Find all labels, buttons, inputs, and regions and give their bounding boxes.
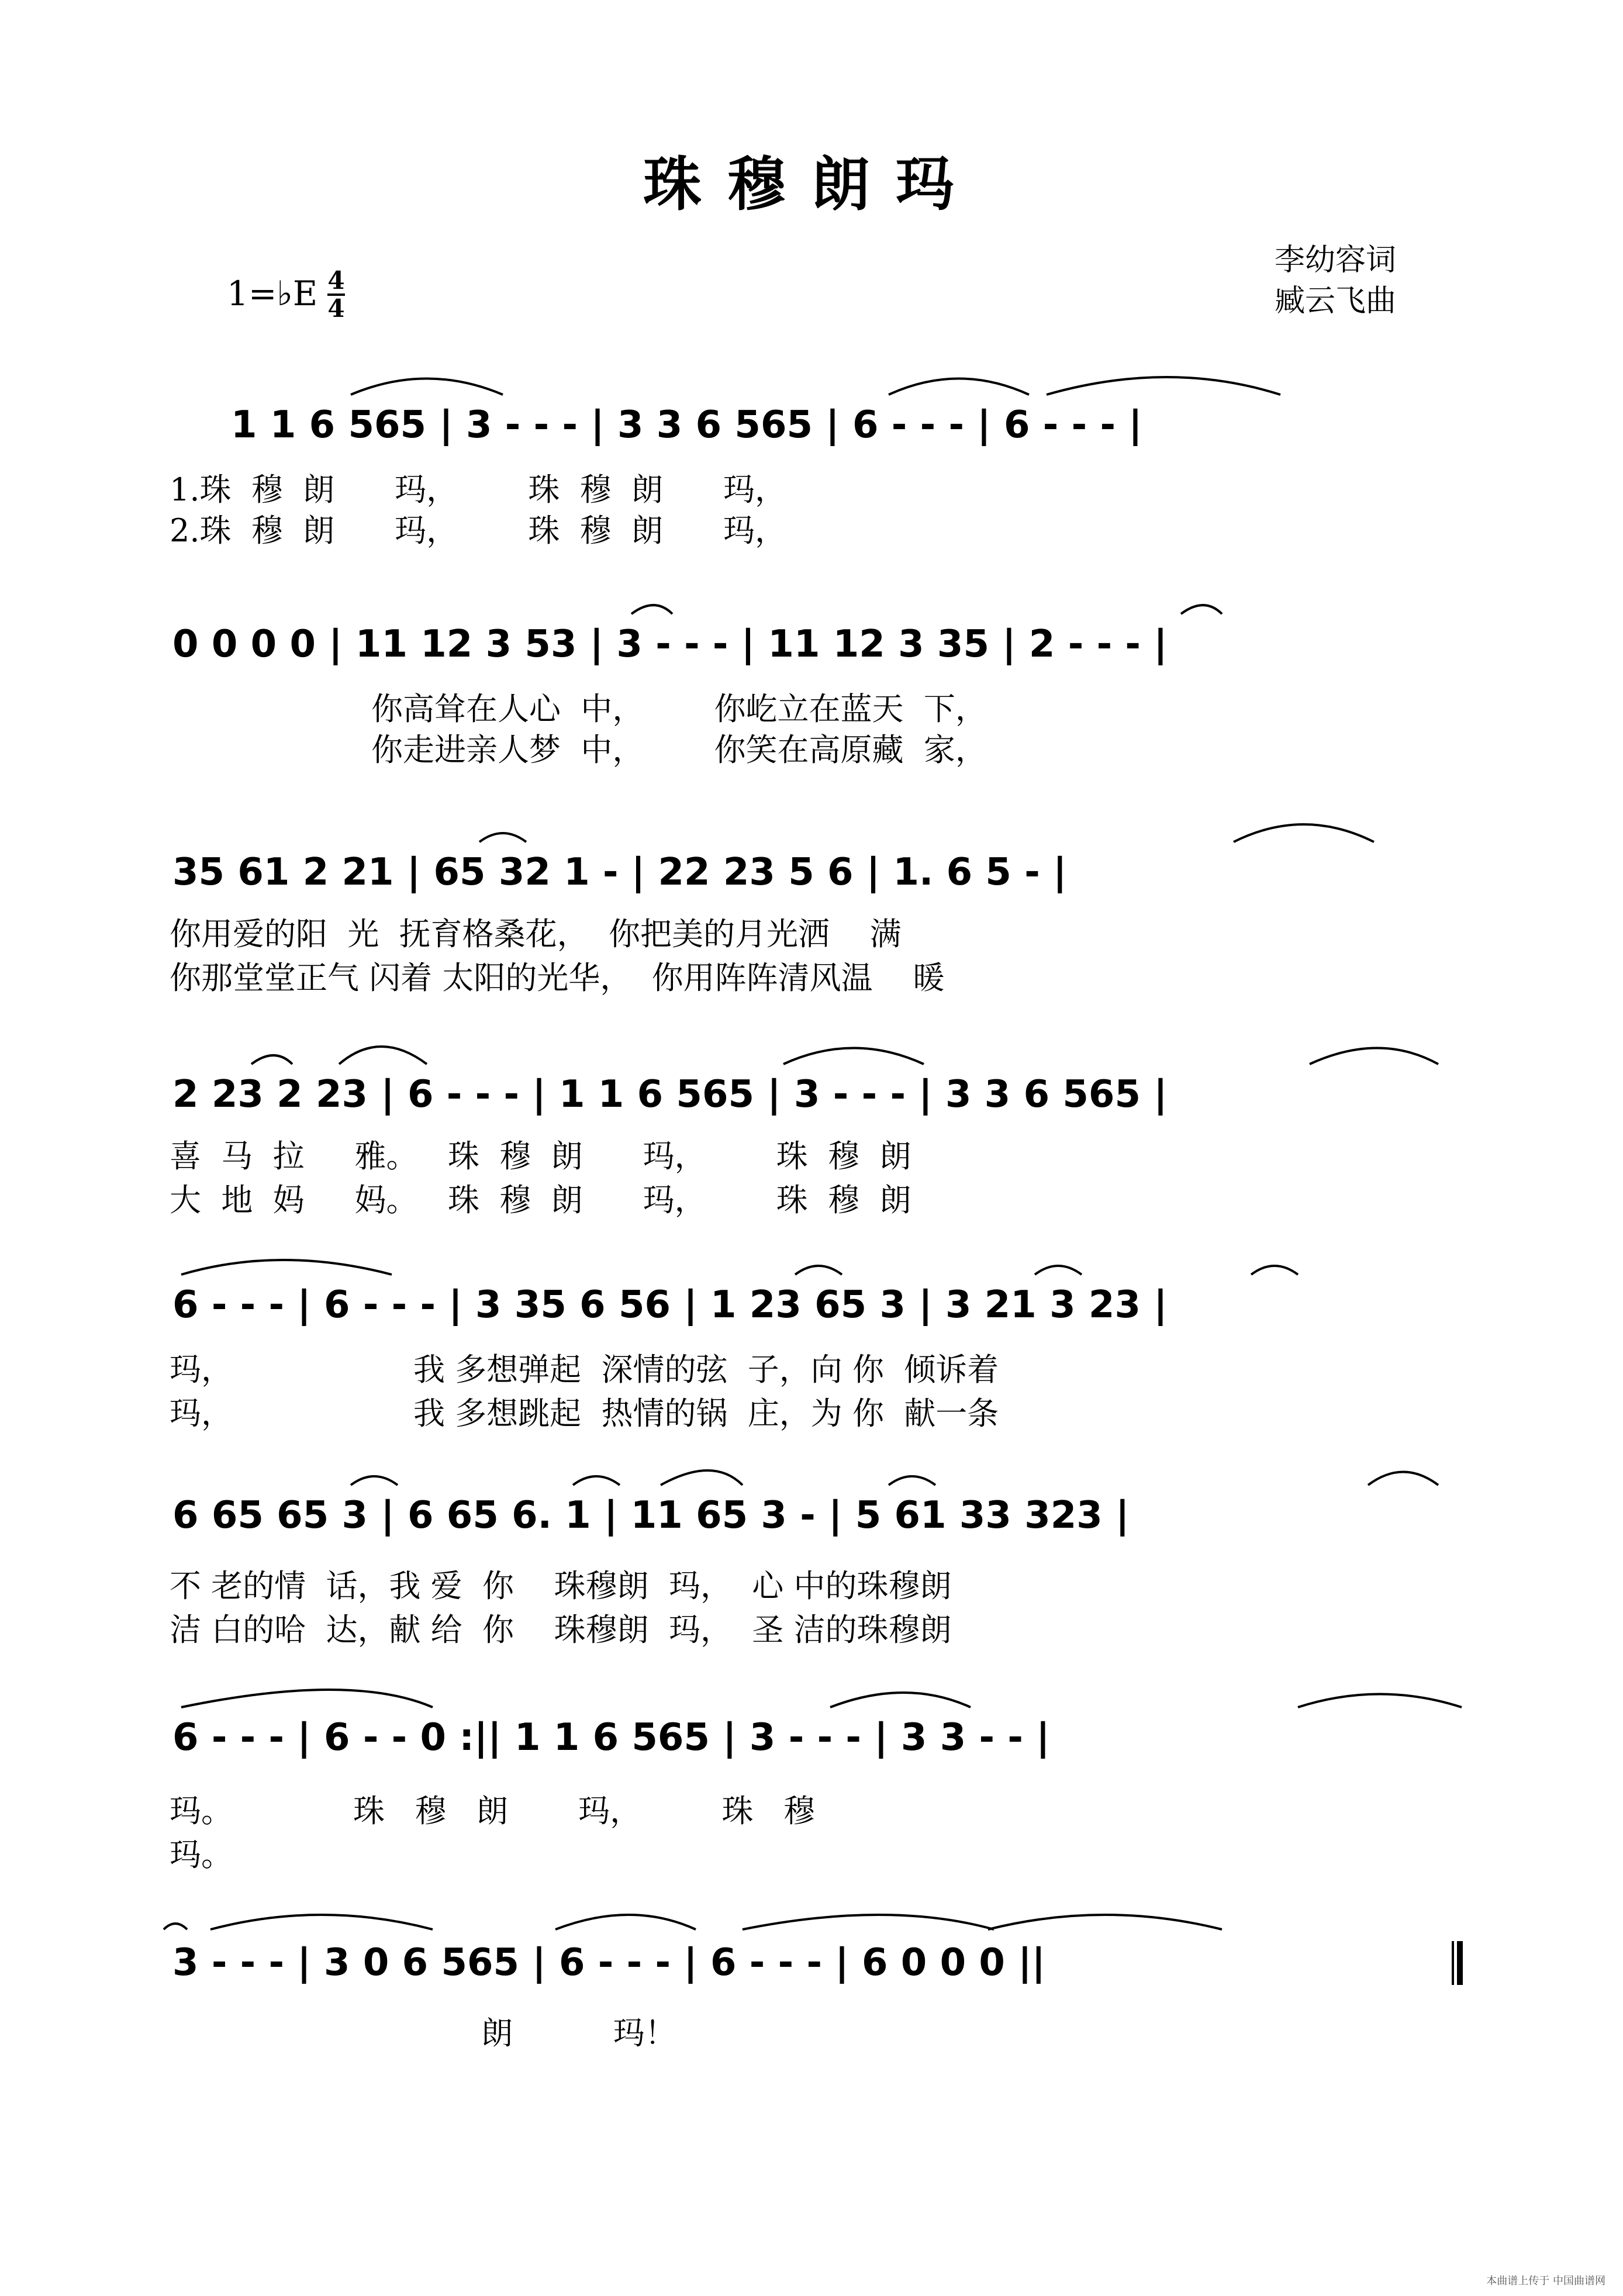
lyric-verse-1: 朗 玛！: [351, 2015, 676, 2052]
tie: [181, 1260, 392, 1275]
slur: [661, 1470, 743, 1485]
slur: [1368, 1472, 1438, 1486]
lyric-verse-2: 大 地 妈 妈。 珠 穆 朗 玛， 珠 穆 朗: [170, 1182, 911, 1218]
footer-credit: 本曲谱上传于 中国曲谱网: [1486, 2275, 1605, 2287]
lyric-verse-2: 玛， 我 多想跳起 热情的锅 庄，为 你 献一条: [170, 1395, 999, 1432]
slur: [783, 1048, 924, 1065]
slur: [555, 1915, 696, 1929]
slur: [251, 1055, 292, 1064]
tie: [1047, 377, 1280, 395]
slur: [1310, 1048, 1438, 1065]
slur: [889, 1476, 935, 1485]
tie: [164, 1924, 187, 1929]
time-signature-top: 4: [327, 266, 345, 295]
notation-line: 3 - - - | 3 0 6 565 | 6 - - - | 6 - - - | 6 0 0 0 ||: [172, 1941, 1045, 1984]
notation-line: 6 65 65 3 | 6 65 6. 1 | 11 65 3 - | 5 61 33 323 |: [172, 1494, 1130, 1537]
composer-credit: 臧云飞曲: [1275, 284, 1397, 319]
tie: [1298, 1694, 1462, 1708]
slur: [339, 1047, 427, 1064]
slur: [830, 1693, 971, 1707]
lyric-verse-1: 你用爱的阳 光 抚育格桑花， 你把美的月光洒 满: [170, 916, 902, 952]
slur: [631, 605, 672, 614]
slur: [479, 833, 526, 842]
lyric-verse-1: 玛， 我 多想弹起 深情的弦 子，向 你 倾诉着: [170, 1351, 999, 1388]
lyric-verse-2: 玛。: [170, 1836, 233, 1873]
lyric-verse-1: 你高耸在人心 中， 你屹立在蓝天 下，: [371, 690, 987, 727]
lyric-verse-1: 喜 马 拉 雅。 珠 穆 朗 玛， 珠 穆 朗: [170, 1138, 911, 1175]
lyric-verse-2: 你那堂堂正气 闪着 太阳的光华， 你用阵阵清风温 暖: [170, 959, 945, 996]
slur: [1234, 824, 1374, 842]
notation-line: 6 - - - | 6 - - - | 3 35 6 56 | 1 23 65 3 | 3 21 3 23 |: [172, 1283, 1168, 1327]
notation-line: 1 1 6 565 | 3 - - - | 3 3 6 565 | 6 - - - | 6 - - - |: [231, 403, 1142, 447]
lyric-verse-2: 2.珠 穆 朗 玛， 珠 穆 朗 玛，: [170, 512, 786, 549]
notation-line: 6 - - - | 6 - - 0 :|| 1 1 6 565 | 3 - - - | 3 3 - - |: [172, 1716, 1050, 1759]
notation-line: 35 61 2 21 | 65 32 1 - | 22 23 5 6 | 1. 6 5 - |: [172, 851, 1067, 894]
key-signature: 1=♭E: [227, 274, 318, 313]
slur: [1251, 1266, 1298, 1275]
tie: [988, 1915, 1222, 1929]
slur: [351, 1476, 398, 1485]
slur: [889, 379, 1029, 395]
lyric-verse-1: 不 老的情 话，我 爱 你 珠穆朗 玛， 心 中的珠穆朗: [170, 1568, 952, 1604]
lyric-verse-1: 1.珠 穆 朗 玛， 珠 穆 朗 玛，: [170, 471, 786, 508]
lyric-verse-2: 洁 白的哈 达，献 给 你 珠穆朗 玛， 圣 洁的珠穆朗: [170, 1611, 952, 1648]
notation-line: 0 0 0 0 | 11 12 3 53 | 3 - - - | 11 12 3 35 | 2 - - - |: [172, 623, 1168, 666]
slur: [1035, 1266, 1082, 1275]
notation-line: 2 23 2 23 | 6 - - - | 1 1 6 565 | 3 - - - | 3 3 6 565 |: [172, 1073, 1168, 1116]
slur: [573, 1476, 620, 1485]
tie: [181, 1690, 433, 1707]
time-signature-bottom: 4: [327, 294, 345, 323]
tie: [743, 1915, 994, 1929]
page-title: 珠穆朗玛: [643, 150, 980, 219]
lyric-verse-1: 玛。 珠 穆 朗 玛， 珠 穆: [170, 1793, 815, 1829]
lyric-verse-2: 你走进亲人梦 中， 你笑在高原藏 家，: [371, 731, 987, 768]
slur: [795, 1266, 842, 1275]
slur: [351, 379, 503, 395]
tie: [210, 1915, 433, 1929]
slur: [1181, 605, 1222, 614]
lyricist-credit: 李幼容词: [1275, 243, 1397, 278]
